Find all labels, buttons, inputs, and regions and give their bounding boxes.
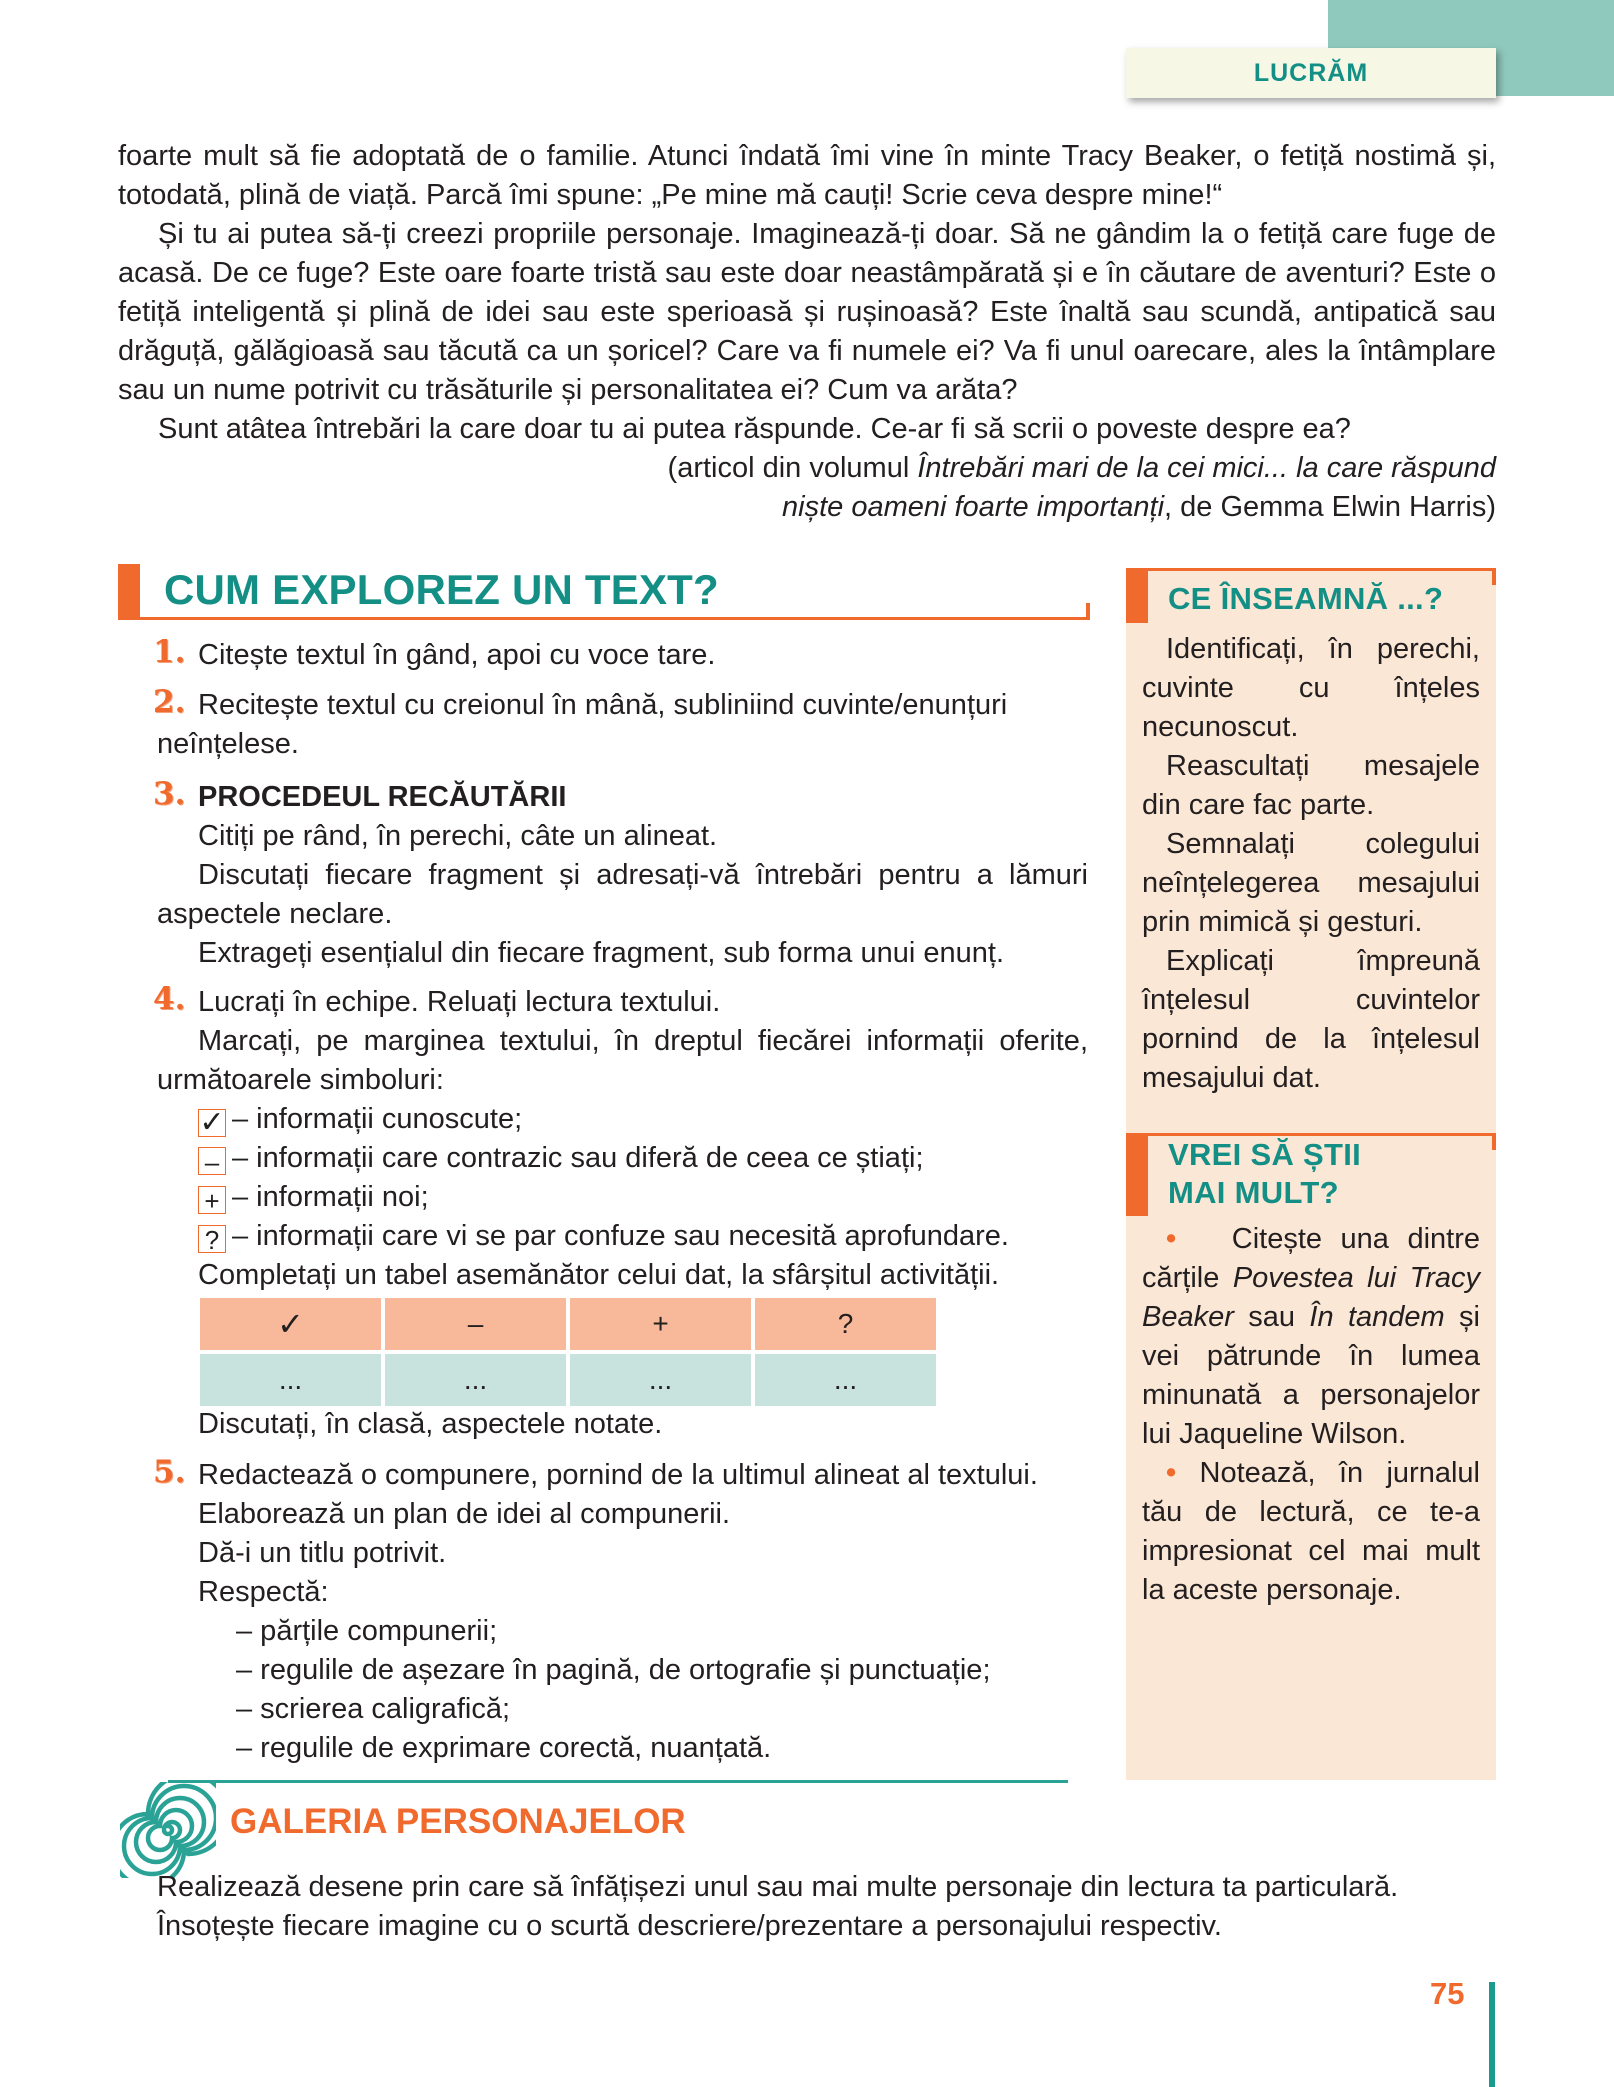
table-header-plus: + (570, 1298, 751, 1350)
task-2-text: Recitește textul cu creionul în mână, subliniind cuvinte/enunțuri neînțelese. (157, 689, 1008, 760)
table-row (200, 1354, 936, 1406)
intro-paragraph-1: foarte mult să fie adoptată de o familie. Atunci îndată îmi vine în minte Tracy Beaker, o fetiță nostimă și, totodată, plină de viață. Parcă îmi spune: „Pe mine mă cauți! Scrie ceva despre mine!“ (118, 140, 1496, 211)
table-cell: ... (755, 1354, 936, 1406)
source-suffix: , de Gemma Elwin Harris) (1164, 491, 1496, 523)
task-number-5: 5. (153, 1454, 186, 1490)
galeria-line-2: Însoțește fiecare imagine cu o scurtă descriere/prezentare a personajului respectiv. (157, 1910, 1222, 1942)
sidebar-2-title: VREI SĂ ȘTII MAI MULT? (1168, 1137, 1362, 1210)
check-symbol-box: ✓ (199, 1106, 225, 1139)
task-5-line-3: Dă-i un titlu potrivit. (198, 1537, 447, 1569)
symbol-item-minus: – – informații care contrazic sau diferă de ceea ce știați; (157, 1139, 1088, 1178)
task-3-line-2: Discutați fiecare fragment și adresați-vă întrebări pentru a lămuri aspectele neclare. (157, 859, 1088, 930)
sidebar-2-bullet-2: • Notează, în jurnalul tău de lectură, ce te-a impresionat cel mai mult la aceste personaje. (1142, 1457, 1480, 1606)
task-4-block (157, 983, 1088, 1295)
sidebar-1-tick (1492, 568, 1496, 585)
minus-symbol-box: – (198, 1147, 226, 1175)
sidebar-2-bullet-1: • Citește una dintre cărțile Povestea lui Tracy Beaker sau În tandem și vei pătrunde în lumea minunată a personajelor lui Jaqueline Wilson. (1142, 1223, 1480, 1450)
question-symbol-box: ? (198, 1225, 226, 1253)
explore-underline-tick (1086, 603, 1090, 620)
source-title-part-1: Întrebări mari de la cei mici... la care răspund (917, 452, 1496, 484)
task-4-line-2: Marcați, pe marginea textului, în dreptul fiecărei informații oferite, următoarele simboluri: (157, 1025, 1088, 1096)
explore-title: CUM EXPLOREZ UN TEXT? (164, 566, 719, 613)
sidebar-2-bar (1126, 1136, 1148, 1216)
sidebar-1-paragraph-1: Identificați, în perechi, cuvinte cu înțeles necunoscut. (1142, 633, 1480, 743)
page-number: 75 (1430, 1976, 1465, 2011)
sidebar-1-bar (1126, 571, 1148, 623)
list-item: – scrierea caligrafică; (236, 1693, 510, 1725)
source-citation (118, 449, 1496, 527)
bullet-icon: • (1166, 1457, 1177, 1489)
section-tab-lucram: LUCRĂM (1126, 48, 1496, 98)
sidebar-1-paragraph-3: Semnalați colegului neînțelegerea mesajului prin mimică și gesturi. (1142, 828, 1480, 938)
table-cell: ... (385, 1354, 566, 1406)
task-5-line-4: Respectă: (198, 1576, 329, 1608)
bullet-icon: • (1166, 1223, 1177, 1255)
symbols-table (196, 1294, 940, 1410)
symbol-item-question: ? – informații care vi se par confuze sau necesită aprofundare. (157, 1217, 1088, 1256)
intro-paragraph-2: Și tu ai putea să-ți creezi propriile personaje. Imaginează-ți doar. Să ne gândim la o fetiță care fuge de acasă. De ce fuge? Este oare foarte tristă sau este doar neastâmpărată și e în căutare de aventuri? Este o fetiță inteligentă și plină de idei sau este sperioasă și rușinoasă? Este înaltă sau scundă, antipatică sau drăguță, gălăgioasă sau tăcută ca un șoricel? Care va fi numele ei? Va fi unul oarecare, ales la întâmplare sau un nume potrivit cu trăsăturile și personalitatea ei? Cum va arăta? (118, 218, 1496, 406)
sidebar-1-text (1142, 630, 1480, 1098)
task-number-2: 2. (153, 684, 186, 720)
task-5-line-1: Redactează o compunere, pornind de la ultimul alineat al textului. (198, 1459, 1038, 1491)
task-5-line-2: Elaborează un plan de idei al compunerii. (198, 1498, 731, 1530)
sidebar-1-paragraph-2: Reascultați mesajele din care fac parte. (1142, 750, 1480, 821)
list-item: – regulile de așezare în pagină, de ortografie și punctuație; (236, 1654, 991, 1686)
explore-heading-bar (118, 564, 140, 618)
task-4-line-1: Lucrați în echipe. Reluați lectura textului. (198, 986, 721, 1018)
task-number-4: 4. (153, 981, 186, 1017)
list-item: – regulile de exprimare corectă, nuanțată. (236, 1732, 772, 1764)
galeria-top-line (168, 1780, 1068, 1783)
table-cell: ... (570, 1354, 751, 1406)
list-item: – părțile compunerii; (236, 1615, 498, 1647)
galeria-title: GALERIA PERSONAJELOR (230, 1802, 686, 1841)
table-header-check: ✓ (200, 1298, 381, 1350)
task-3-line-1: Citiți pe rând, în perechi, câte un alineat. (198, 820, 718, 852)
galeria-text (157, 1868, 1497, 1946)
explore-underline (118, 617, 1090, 620)
task-number-1: 1. (153, 634, 186, 670)
source-title-part-2: niște oameni foarte importanți (782, 491, 1165, 523)
table-cell: ... (200, 1354, 381, 1406)
spiral-icon (120, 1782, 216, 1878)
task-4-line-3: Completați un tabel asemănător celui dat, la sfârșitul activității. (198, 1259, 1000, 1291)
task-3-block (157, 778, 1088, 973)
task-3-line-3: Extrageți esențialul din fiecare fragment, sub forma unui enunț. (198, 937, 1005, 969)
task-1-text: Citește textul în gând, apoi cu voce tare. (198, 639, 716, 671)
task-5-block (198, 1456, 1098, 1768)
sidebar-1-paragraph-4: Explicați împreună înțelesul cuvintelor pornind de la înțelesul mesajului dat. (1142, 945, 1480, 1094)
sidebar-2-tick (1492, 1133, 1496, 1150)
table-header-row (200, 1298, 936, 1350)
page-number-bar (1489, 1982, 1495, 2087)
sidebar-1-top-line (1126, 568, 1496, 571)
plus-symbol-box: + (198, 1186, 226, 1214)
intro-text (118, 137, 1496, 527)
table-header-minus: – (385, 1298, 566, 1350)
symbol-item-plus: + – informații noi; (157, 1178, 1088, 1217)
galeria-line-1: Realizează desene prin care să înfățișezi unul sau mai multe personaje din lectura ta particulară. (157, 1871, 1399, 1903)
symbol-item-check: ✓ – informații cunoscute; (199, 1103, 523, 1139)
sidebar-2-text (1142, 1220, 1480, 1610)
source-prefix: (articol din volumul (667, 452, 918, 484)
task-3-title: PROCEDEUL RECĂUTĂRII (198, 781, 567, 813)
sidebar-1-title: CE ÎNSEAMNĂ ...? (1168, 581, 1444, 616)
table-header-question: ? (755, 1298, 936, 1350)
task-number-3: 3. (153, 776, 186, 812)
task-4-line-4: Discutați, în clasă, aspectele notate. (198, 1408, 663, 1440)
intro-paragraph-3: Sunt atâtea întrebări la care doar tu ai putea răspunde. Ce-ar fi să scrii o poveste despre ea? (158, 413, 1351, 445)
